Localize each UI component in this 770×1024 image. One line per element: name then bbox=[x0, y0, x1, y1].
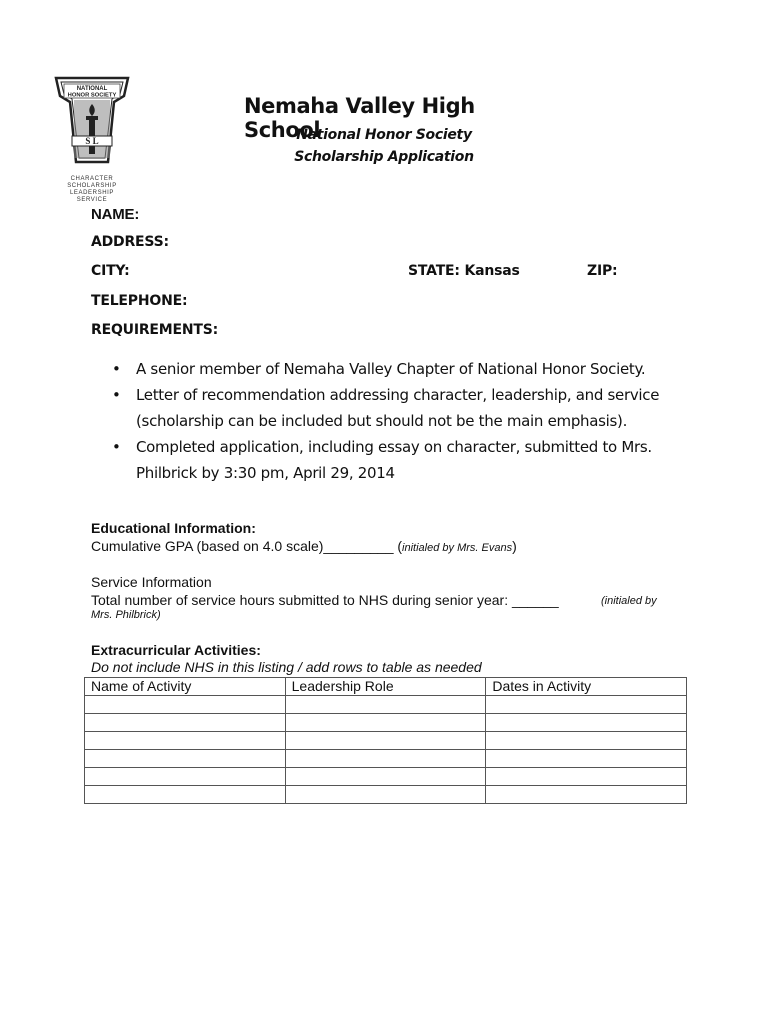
gpa-close: ) bbox=[512, 538, 517, 554]
service-hours-line bbox=[91, 592, 559, 608]
school-title: Nemaha Valley High School bbox=[244, 94, 475, 142]
nhs-logo bbox=[52, 76, 132, 206]
table-cell[interactable] bbox=[85, 696, 286, 714]
extracurricular-heading: Extracurricular Activities: bbox=[91, 642, 261, 658]
table-cell[interactable] bbox=[285, 732, 486, 750]
table-cell[interactable] bbox=[486, 786, 687, 804]
table-cell[interactable] bbox=[85, 750, 286, 768]
table-header-row bbox=[85, 678, 687, 696]
logo-banner-text: S L bbox=[85, 136, 99, 146]
telephone-label: TELEPHONE: bbox=[91, 293, 188, 309]
subtitle-line-1: National Honor Society bbox=[296, 127, 472, 143]
keystone-torch-icon bbox=[52, 76, 132, 168]
table-cell[interactable] bbox=[486, 732, 687, 750]
table-row bbox=[85, 714, 687, 732]
service-note-a: (initialed by bbox=[601, 595, 657, 607]
name-label: NAME: bbox=[91, 206, 140, 223]
gpa-line bbox=[91, 538, 517, 554]
table-cell[interactable] bbox=[285, 750, 486, 768]
service-hours-text: Total number of service hours submitted to NHS during senior year: ______ bbox=[91, 592, 559, 608]
table-cell[interactable] bbox=[486, 714, 687, 732]
table-cell[interactable] bbox=[85, 732, 286, 750]
table-cell[interactable] bbox=[285, 714, 486, 732]
logo-caption-3: LEADERSHIP bbox=[69, 190, 114, 196]
table-row bbox=[85, 750, 687, 768]
logo-caption-2: SCHOLARSHIP bbox=[67, 183, 117, 189]
table-cell[interactable] bbox=[486, 750, 687, 768]
table-row bbox=[85, 786, 687, 804]
table-row bbox=[85, 768, 687, 786]
extracurricular-note: Do not include NHS in this listing / add rows to table as needed bbox=[91, 659, 482, 675]
list-item: • Completed application, including essay on character, submitted to Mrs. Philbrick by 3:30 pm, April 29, 2014 bbox=[112, 438, 652, 482]
table-cell[interactable] bbox=[486, 696, 687, 714]
logo-ring-text-2: HONOR SOCIETY bbox=[67, 92, 117, 99]
requirements-heading: REQUIREMENTS: bbox=[91, 322, 219, 338]
table-cell[interactable] bbox=[285, 696, 486, 714]
table-cell[interactable] bbox=[285, 768, 486, 786]
table-cell[interactable] bbox=[486, 768, 687, 786]
education-heading: Educational Information: bbox=[91, 520, 256, 536]
column-header: Dates in Activity bbox=[486, 678, 687, 696]
logo-ring-text-1: NATIONAL bbox=[76, 86, 108, 92]
activities-table bbox=[84, 677, 687, 804]
list-item: • A senior member of Nemaha Valley Chapter of National Honor Society. bbox=[112, 360, 646, 378]
table-cell[interactable] bbox=[85, 768, 286, 786]
gpa-text: Cumulative GPA (based on 4.0 scale)_________ ( bbox=[91, 538, 403, 554]
requirements-list bbox=[110, 356, 670, 486]
table-cell[interactable] bbox=[285, 786, 486, 804]
list-item: • Letter of recommendation addressing character, leadership, and service (scholarship can be included but should not be the main emphasis). bbox=[112, 386, 660, 430]
logo-caption-4: SERVICE bbox=[76, 197, 108, 203]
gpa-note: initialed by Mrs. Evans bbox=[402, 542, 513, 554]
subtitle-line-2: Scholarship Application bbox=[294, 149, 474, 165]
table-cell[interactable] bbox=[85, 714, 286, 732]
column-header: Leadership Role bbox=[285, 678, 486, 696]
column-header: Name of Activity bbox=[85, 678, 286, 696]
logo-caption-1: CHARACTER bbox=[70, 176, 114, 182]
state-label: STATE: Kansas bbox=[408, 263, 520, 279]
zip-label: ZIP: bbox=[587, 263, 618, 279]
table-cell[interactable] bbox=[85, 786, 286, 804]
table-row bbox=[85, 696, 687, 714]
service-note-b: Mrs. Philbrick) bbox=[91, 609, 161, 621]
service-heading: Service Information bbox=[91, 574, 212, 590]
address-label: ADDRESS: bbox=[91, 234, 169, 250]
city-label: CITY: bbox=[91, 263, 130, 279]
table-row bbox=[85, 732, 687, 750]
